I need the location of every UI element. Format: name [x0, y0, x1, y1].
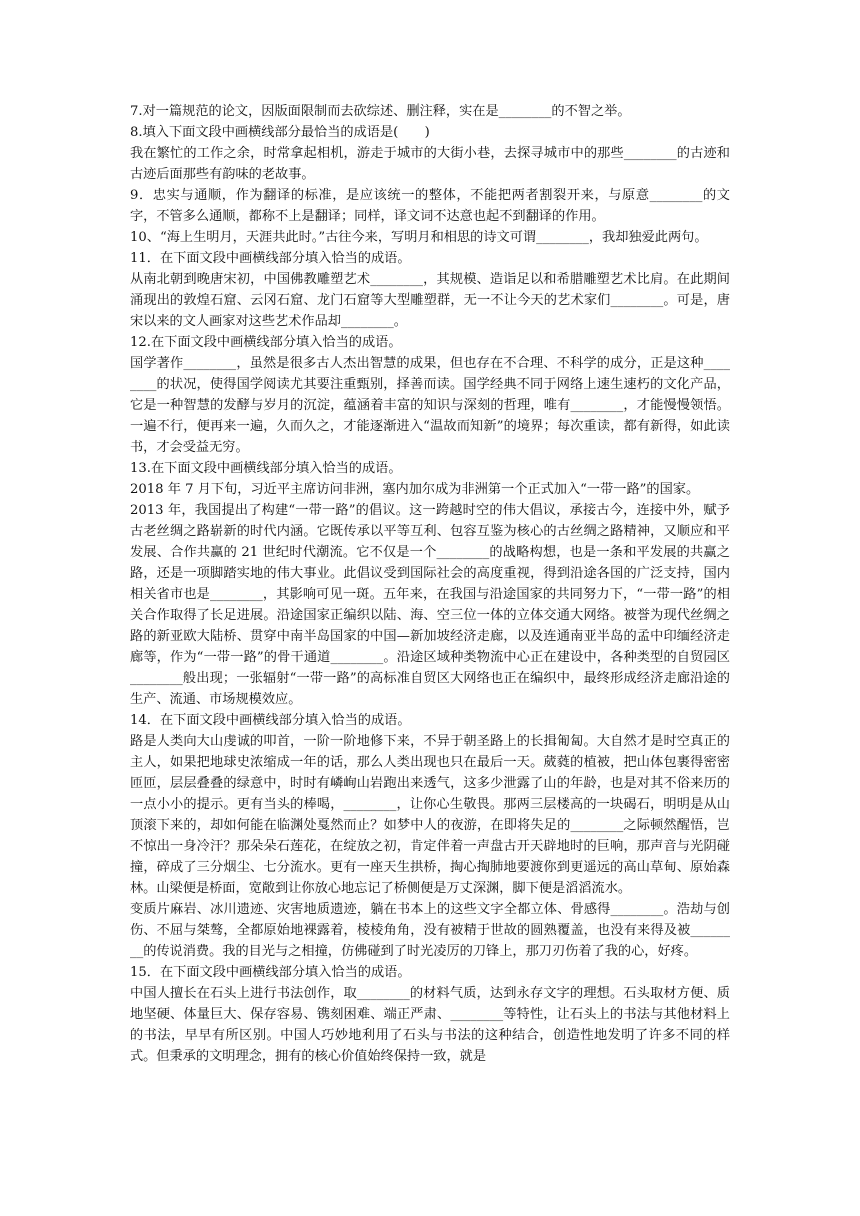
question-15-text: 中国人擅长在石头上进行书法创作，取________的材料气质，达到永存文字的理想。石头取材方便、质地坚硬、体量巨大、保存容易、镌刻困难、端正严肃、________等特性，让石头上的书法与其他材料上的书法，早早有所区别。中国人巧妙地利用了石头与书法的这种结合，创造性地发明了许多不同的样式。但秉承的文明理念，拥有的核心价值始终保持一致，就是	[130, 986, 730, 1064]
question-14-text-1: 路是人类向大山虔诚的叩首，一阶一阶地修下来，不异于朝圣路上的长揖匍匐。大自然才是时空真正的主人，如果把地球史浓缩成一年的话，那么人类出现也只在最后一天。葳蕤的植被，把山体包裹得密密匝匝，层层叠叠的绿意中，时时有嶙峋山岩跑出来透气，这多少泄露了山的年龄，也是对其不俗来历的一点小小的提示。更有当头的棒喝，________，让你心生敬畏。那两三层楼高的一块碣石，明明是从山顶滚下来的，却如何能在临渊处戛然而止？如梦中人的夜游，在即将失足的________之际顿然醒悟，岂不惊出一身冷汗？那朵朵石莲花，在绽放之初，肯定伴着一声盘古开天辟地时的巨响，那声音与光阴碰撞，碎成了三分烟尘、七分流水。更有一座天生拱桥，掏心掏肺地要渡你到更遥远的高山草甸、原始森林。山梁便是桥面，宽敞到让你放心地忘记了桥侧便是万丈深渊，脚下便是滔滔流水。	[130, 734, 730, 896]
question-13-text: 2013 年，我国提出了构建“一带一路”的倡议。这一跨越时空的伟大倡议，承接古今，连接中外，赋予古老丝绸之路崭新的时代内涵。它既传承以平等互利、包容互鉴为核心的古丝绸之路精神，又顺应和平发展、合作共赢的 21 世纪时代潮流。它不仅是一个________的战略构想，也是一条和平发展的共赢之路，还是一项脚踏实地的伟大事业。此倡议受到国际社会的高度重视，得到沿途各国的广泛支持，国内相关省市也是________，其影响可见一斑。五年来，在我国与沿途国家的共同努力下，“一带一路”的相关合作取得了长足进展。沿途国家正编织以陆、海、空三位一体的立体交通大网络。被誉为现代丝绸之路的新亚欧大陆桥、贯穿中南半岛国家的中国—新加坡经济走廊，以及连通南亚半岛的孟中印缅经济走廊等，作为“一带一路”的骨干通道________。沿途区域种类物流中心正在建设中，各种类型的自贸园区________般出现；一张辐射“一带一路”的高标准自贸区大网络也正在编织中，最终形成经济走廊沿途的生产、流通、市场规模效应。	[130, 503, 730, 707]
question-10: 10、“海上生明月，天涯共此时。”古往今来，写明月和相思的诗文可谓________，我却独爱此两句。	[130, 230, 708, 245]
question-8-text: 我在繁忙的工作之余，时常拿起相机，游走于城市的大街小巷，去探寻城市中的那些________的古迹和古迹后面那些有韵味的老故事。	[130, 146, 730, 182]
question-13-head: 13.在下面文段中画横线部分填入恰当的成语。	[130, 461, 402, 476]
question-9: 9．忠实与通顺，作为翻译的标准，是应该统一的整体，不能把两者割裂开来，与原意________的文字，不管多么通顺，都称不上是翻译；同样，译文词不达意也起不到翻译的作用。	[130, 188, 730, 224]
question-14-head: 14．在下面文段中画横线部分填入恰当的成语。	[130, 713, 411, 728]
question-12-head: 12.在下面文段中画横线部分填入恰当的成语。	[130, 335, 402, 350]
question-11-text: 从南北朝到晚唐宋初，中国佛教雕塑艺术________，其规模、造诣足以和希腊雕塑艺术比肩。在此期间涌现出的敦煌石窟、云冈石窟、龙门石窟等大型雕塑群，无一不让今天的艺术家们________。可是，唐宋以来的文人画家对这些艺术作品却________。	[130, 272, 730, 329]
question-8-head: 8.填入下面文段中画横线部分最恰当的成语是( )	[130, 125, 430, 140]
question-14-text-2: 变质片麻岩、冰川遗迹、灾害地质遗迹，躺在书本上的这些文字全都立体、骨感得________。浩劫与创伤、不屈与桀骜，全都原始地裸露着，棱棱角角，没有被精于世故的圆熟覆盖，也没有来得及被________的传说消费。我的目光与之相撞，仿佛碰到了时光凌厉的刀锋上，那刀刃伤着了我的心，好疼。	[130, 902, 730, 959]
question-11-head: 11．在下面文段中画横线部分填入恰当的成语。	[130, 251, 411, 266]
question-12-text: 国学著作________，虽然是很多古人杰出智慧的成果，但也存在不合理、不科学的成分，正是这种________的状况，使得国学阅读尤其要注重甄别，择善而读。国学经典不同于网络上速生速朽的文化产品，它是一种智慧的发酵与岁月的沉淀，蕴涵着丰富的知识与深刻的哲理，唯有________，才能慢慢领悟。一遍不行，便再来一遍，久而久之，才能逐渐进入“温故而知新”的境界；每次重读，都有新得，如此读书，才会受益无穷。	[130, 356, 730, 455]
question-13-intro: 2018 年 7 月下旬，习近平主席访问非洲，塞内加尔成为非洲第一个正式加入“一带一路”的国家。	[130, 482, 700, 497]
document-page	[130, 101, 730, 1067]
question-15-head: 15．在下面文段中画横线部分填入恰当的成语。	[130, 965, 411, 980]
question-7: 7.对一篇规范的论文，因版面限制而去砍综述、删注释，实在是________的不智之举。	[130, 104, 631, 119]
